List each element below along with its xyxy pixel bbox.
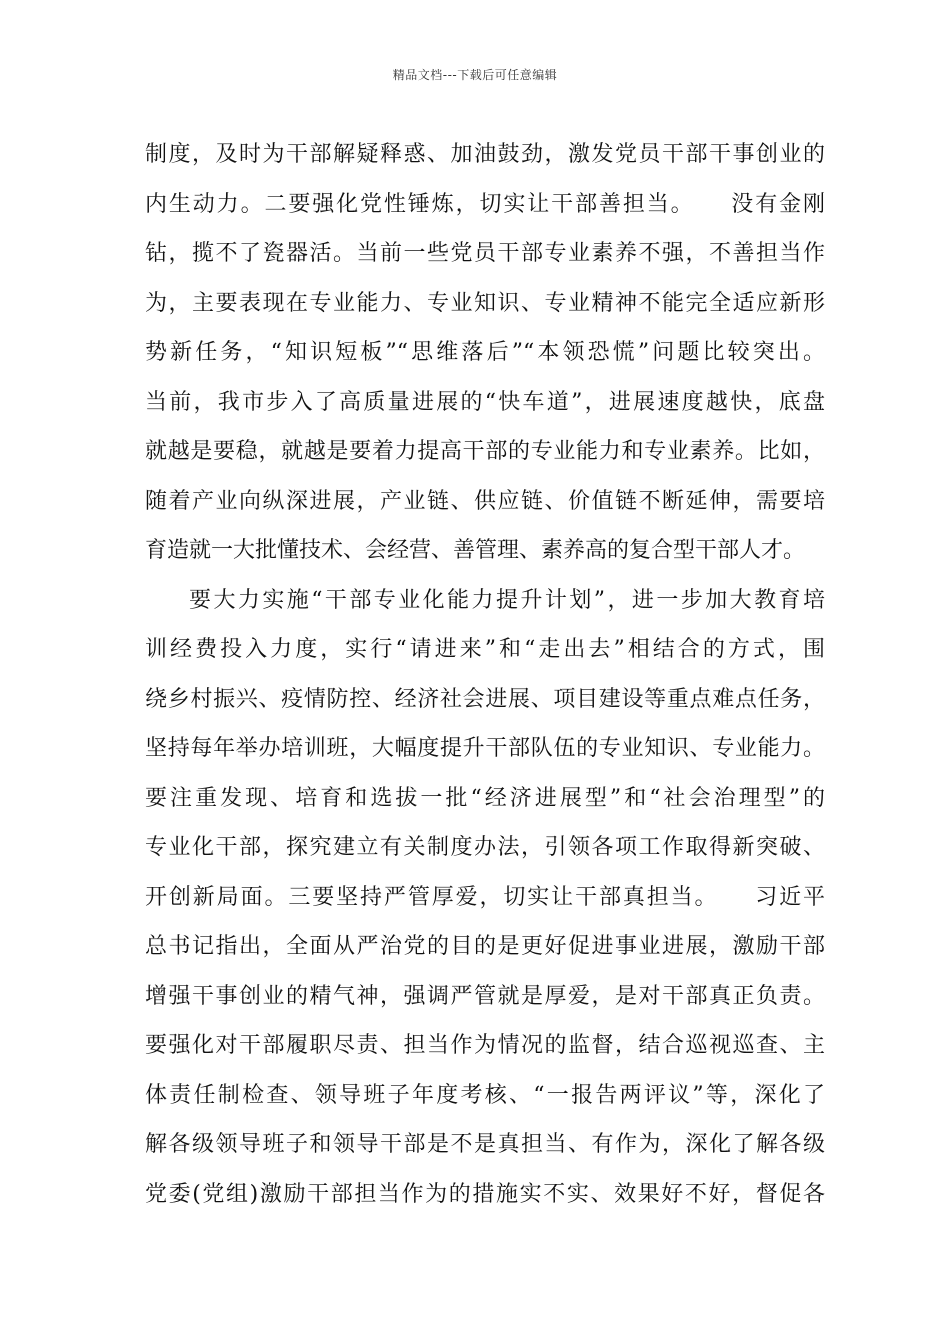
text-line: 势新任务，“知识短板”“思维落后”“本领恐慌”问题比较突出。 (145, 340, 825, 365)
text-line: 就越是要稳，就越是要着力提高干部的专业能力和专业素养。比如， (145, 439, 825, 464)
text-line: 总书记指出，全面从严治党的目的是更好促进事业进展，激励干部 (145, 934, 825, 959)
text-line: 随着产业向纵深进展，产业链、供应链、价值链不断延伸，需要培 (145, 488, 825, 514)
text-line: 增强干事创业的精气神，强调严管就是厚爱，是对干部真正负责。 (145, 983, 825, 1009)
page-header: 精品文档---下载后可任意编辑 (392, 68, 558, 82)
text-line: 要强化对干部履职尽责、担当作为情况的监督，结合巡视巡查、主 (145, 1033, 825, 1058)
paragraph-start-line: 要大力实施“干部专业化能力提升计划”，进一步加大教育培 (189, 587, 825, 613)
text-line: 体责任制检查、领导班子年度考核、“一报告两评议”等，深化了 (145, 1082, 825, 1108)
body-text (145, 130, 825, 1219)
text-line: 为，主要表现在专业能力、专业知识、专业精神不能完全适应新形 (145, 290, 825, 316)
text-line: 专业化干部，探究建立有关制度办法，引领各项工作取得新突破、 (145, 835, 825, 860)
text-line: 开创新局面。三要坚持严管厚爱，切实让干部真担当。 习近平 (145, 884, 825, 910)
text-line: 坚持每年举办培训班，大幅度提升干部队伍的专业知识、专业能力。 (145, 736, 825, 761)
text-line: 党委(党组)激励干部担当作为的措施实不实、效果好不好，督促各 (145, 1181, 825, 1207)
text-line: 绕乡村振兴、疫情防控、经济社会进展、项目建设等重点难点任务， (145, 686, 825, 712)
text-line: 钻，揽不了瓷器活。当前一些党员干部专业素养不强，不善担当作 (145, 241, 825, 266)
text-line: 制度，及时为干部解疑释惑、加油鼓劲，激发党员干部干事创业的 (145, 142, 825, 167)
text-line: 当前，我市步入了高质量进展的“快车道”，进展速度越快，底盘 (145, 389, 825, 415)
text-line: 要注重发现、培育和选拔一批“经济进展型”和“社会治理型”的 (145, 785, 825, 811)
text-line: 内生动力。二要强化党性锤炼，切实让干部善担当。 没有金刚 (145, 191, 825, 217)
text-line: 解各级领导班子和领导干部是不是真担当、有作为，深化了解各级 (145, 1132, 825, 1157)
text-line: 育造就一大批懂技术、会经营、善管理、素养高的复合型干部人才。 (145, 538, 806, 563)
text-line: 训经费投入力度，实行“请进来”和“走出去”相结合的方式，围 (145, 637, 825, 662)
